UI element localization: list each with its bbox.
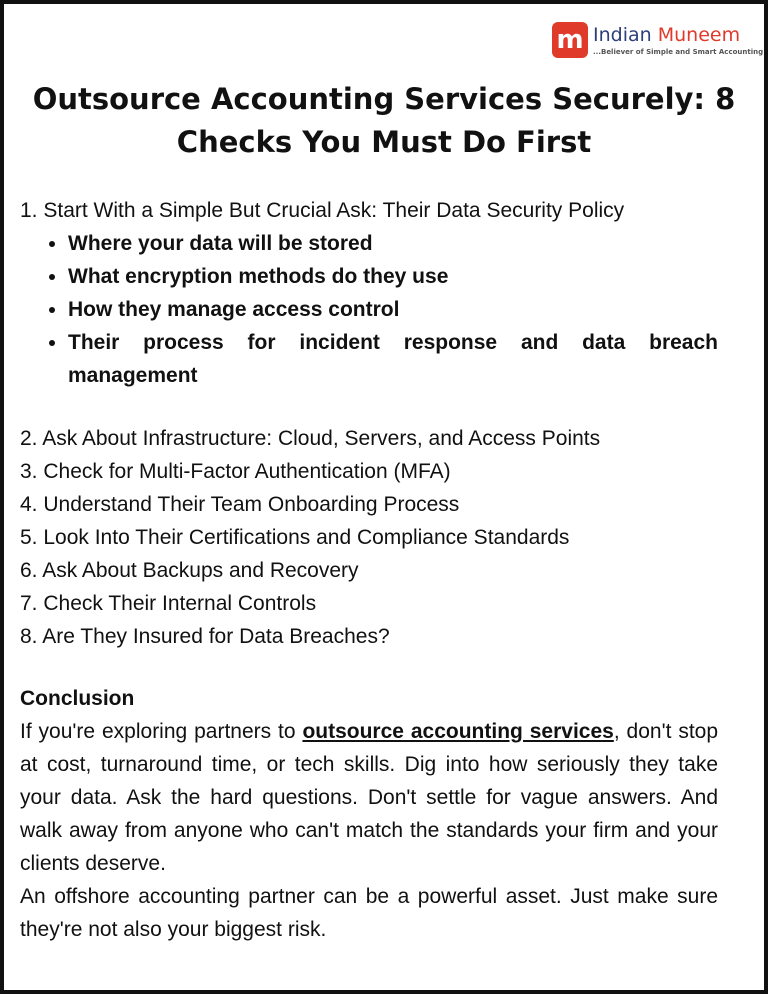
list-item: 8. Are They Insured for Data Breaches? [20,625,390,648]
logo [552,22,763,58]
list-item: 3. Check for Multi-Factor Authentication (MFA) [20,460,451,483]
conclusion-paragraph-2: An offshore accounting partner can be a powerful asset. Just make sure they're not also your biggest risk. [20,885,718,941]
section-1 [20,194,718,392]
page-title: Outsource Accounting Services Securely: 8 Checks You Must Do First [32,82,736,159]
list-item: 7. Check Their Internal Controls [20,592,317,615]
outsource-accounting-link[interactable]: outsource accounting services [302,720,614,743]
logo-name [593,24,763,46]
section-1-heading: 1. Start With a Simple But Crucial Ask: Their Data Security Policy [20,199,625,222]
list-item: • How they manage access control [68,293,718,326]
logo-tagline: ...Believer of Simple and Smart Accounting [593,48,764,56]
text: , don't stop at cost, turnaround time, or tech skills. Dig into how seriously they take your data. Ask the hard questions. Don't settle for vague answers. And walk away from anyone who can't match the standards your firm and your clients deserve. [20,720,719,875]
list-item: 6. Ask About Backups and Recovery [20,559,359,582]
logo-name-part1: Indian [593,24,658,46]
conclusion-paragraph-1 [20,715,718,880]
list-item: 4. Understand Their Team Onboarding Process [20,493,460,516]
list-item: • Where your data will be stored [68,227,718,260]
list-item: 2. Ask About Infrastructure: Cloud, Servers, and Access Points [20,427,601,450]
logo-name-part2: Muneem [657,24,741,46]
text: If you're exploring partners to [20,720,303,743]
logo-mark: m [552,22,588,58]
conclusion [20,682,718,946]
list-item: 5. Look Into Their Certifications and Compliance Standards [20,526,570,549]
conclusion-heading: Conclusion [20,687,135,710]
list-item: • Their process for incident response and data breach management [68,326,718,392]
checks-list [20,422,718,653]
list-item: • What encryption methods do they use [68,260,718,293]
bullet-list [20,227,718,392]
